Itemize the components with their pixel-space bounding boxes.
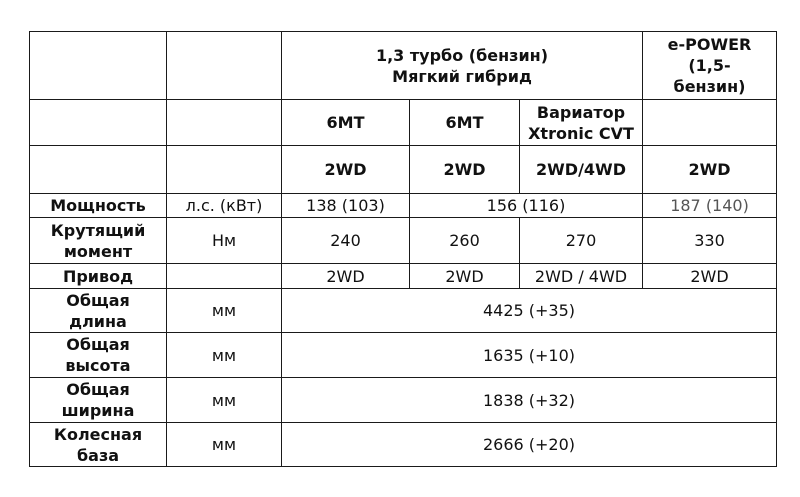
cvt-line2: Xtronic CVT (528, 123, 634, 143)
epower-title: e-POWER (667, 35, 752, 54)
value-cell: 2666 (+20) (282, 423, 777, 467)
empty-cell (30, 100, 167, 146)
value-cell: 2WD (410, 264, 520, 289)
unit-cell: мм (167, 289, 282, 333)
turbo-engine-title: 1,3 турбо (бензин) (375, 45, 549, 65)
value-cell: 2WD (282, 264, 410, 289)
transmission-6mt: 6MT (282, 100, 410, 146)
unit-cell: мм (167, 423, 282, 467)
value-cell: 260 (410, 218, 520, 264)
table-row (30, 264, 777, 289)
row-label-torque (30, 218, 167, 264)
row-label-line: высота (65, 356, 131, 375)
turbo-engine-subtitle: Мягкий гибрид (392, 66, 532, 86)
empty-cell (167, 100, 282, 146)
turbo-engine-header (282, 32, 643, 100)
epower-subtitle-2: бензин) (673, 77, 746, 96)
empty-cell (30, 32, 167, 100)
unit-cell (167, 264, 282, 289)
table-row (30, 32, 777, 100)
value-cell: 4425 (+35) (282, 289, 777, 333)
empty-cell (167, 146, 282, 194)
row-label-line: длина (69, 311, 127, 331)
epower-subtitle-1: (1,5- (688, 56, 731, 75)
row-label-line: Общая (66, 380, 130, 399)
row-label-width (30, 378, 167, 423)
row-label-length (30, 289, 167, 333)
empty-cell (30, 146, 167, 194)
value-cell: 1635 (+10) (282, 333, 777, 378)
table-row (30, 289, 777, 333)
spec-table (29, 31, 777, 467)
row-label-line: Общая (66, 335, 130, 354)
row-label-power: Мощность (30, 194, 167, 218)
value-cell: 156 (116) (410, 194, 643, 218)
unit-cell: мм (167, 378, 282, 423)
row-label-height (30, 333, 167, 378)
transmission-6mt: 6MT (410, 100, 520, 146)
value-cell: 187 (140) (643, 194, 777, 218)
row-label-line: момент (63, 241, 133, 261)
table-row (30, 146, 777, 194)
value-cell: 240 (282, 218, 410, 264)
drive-header: 2WD (410, 146, 520, 194)
epower-engine-header (643, 32, 777, 100)
row-label-line: база (76, 445, 120, 465)
row-label-drive: Привод (30, 264, 167, 289)
unit-cell: мм (167, 333, 282, 378)
row-label-line: Колесная (53, 424, 143, 444)
table-row (30, 423, 777, 467)
cvt-line1: Вариатор (536, 102, 626, 122)
value-cell: 2WD / 4WD (520, 264, 643, 289)
table-row (30, 333, 777, 378)
drive-header: 2WD/4WD (520, 146, 643, 194)
table-row (30, 218, 777, 264)
table-row (30, 100, 777, 146)
value-cell: 138 (103) (282, 194, 410, 218)
table-row (30, 194, 777, 218)
unit-cell: л.с. (кВт) (167, 194, 282, 218)
drive-header: 2WD (643, 146, 777, 194)
row-label-wheelbase (30, 423, 167, 467)
table-row (30, 378, 777, 423)
drive-header: 2WD (282, 146, 410, 194)
unit-cell: Нм (167, 218, 282, 264)
empty-cell (167, 32, 282, 100)
value-cell: 1838 (+32) (282, 378, 777, 423)
transmission-cvt (520, 100, 643, 146)
value-cell: 270 (520, 218, 643, 264)
value-cell: 2WD (643, 264, 777, 289)
row-label-line: Общая (66, 290, 130, 310)
value-cell: 330 (643, 218, 777, 264)
empty-cell (643, 100, 777, 146)
row-label-line: ширина (61, 401, 135, 420)
row-label-line: Крутящий (50, 220, 146, 240)
